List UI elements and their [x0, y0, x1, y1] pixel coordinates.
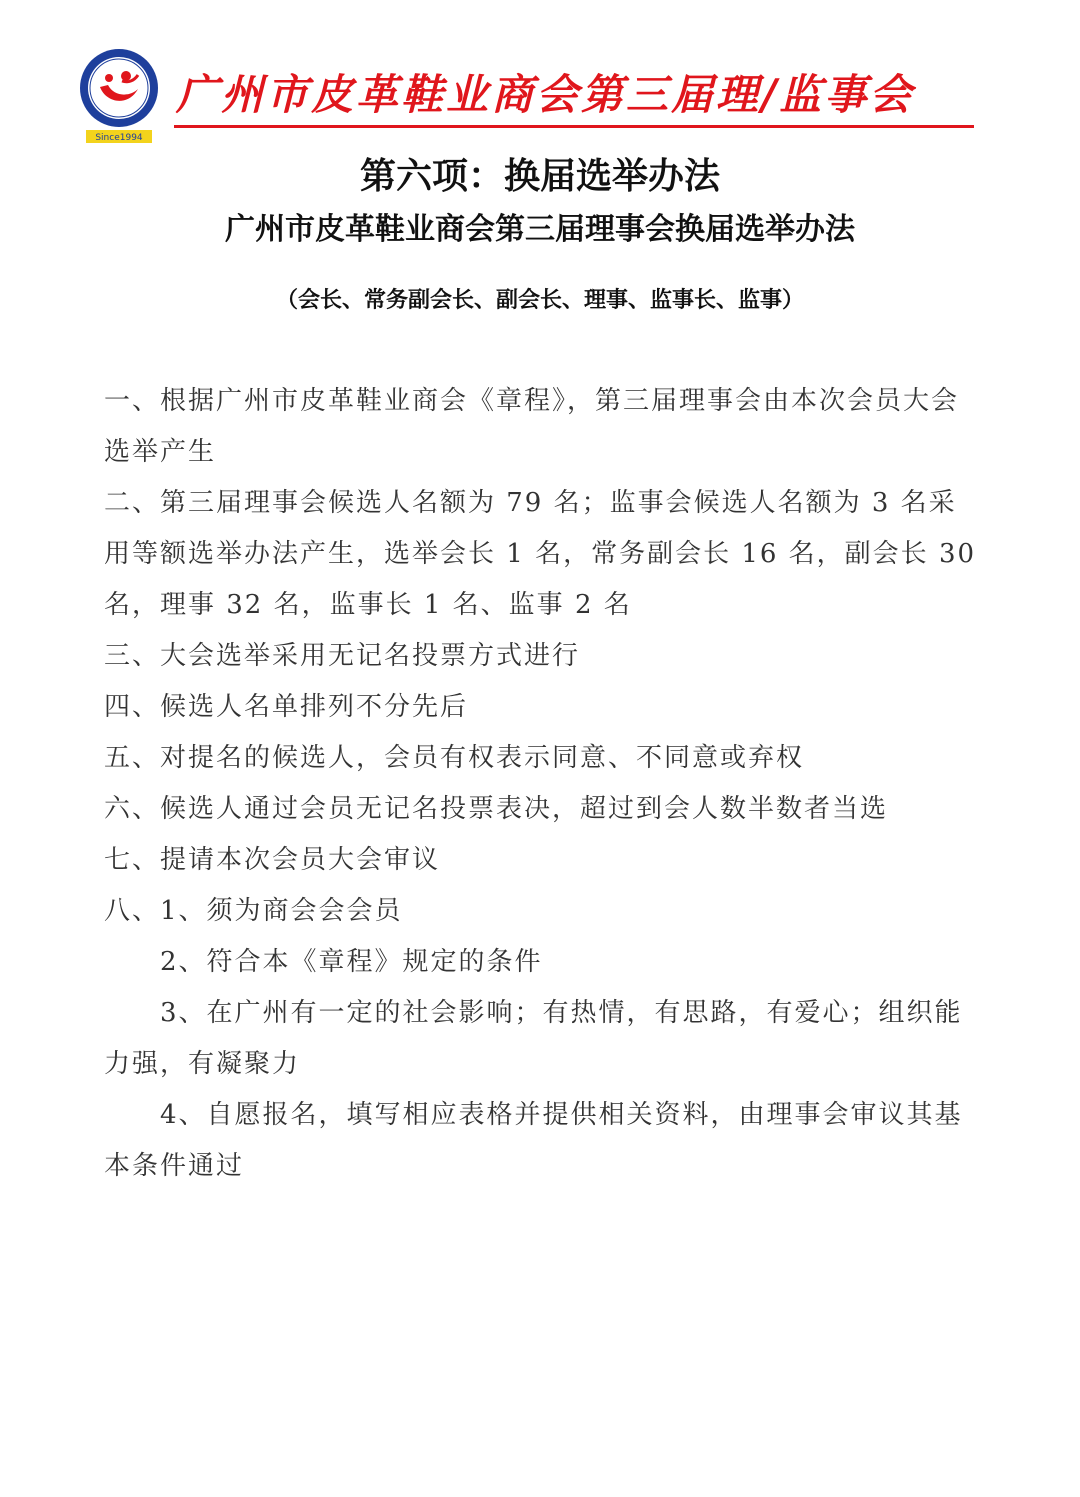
rule-item-8-4: 4、自愿报名，填写相应表格并提供相关资料，由理事会审议其基本条件通过 — [104, 1100, 963, 1181]
logo-since-label: Since1994 — [95, 133, 143, 143]
rule-item-4: 四、候选人名单排列不分先后 — [104, 692, 469, 722]
rule-item-6: 六、候选人通过会员无记名投票表决，超过到会人数半数者当选 — [104, 794, 889, 824]
section-title: 第六项：换届选举办法 — [359, 155, 720, 197]
rule-item-2: 二、第三届理事会候选人名额为 79 名；监事会候选人名额为 3 名采用等额选举办法产生，选举会长 1 名，常务副会长 16 名，副会长 30 名，理事 32 名，监事长 1 名、监事 2 名 — [104, 488, 977, 620]
rule-item-5: 五、对提名的候选人，会员有权表示同意、不同意或弃权 — [104, 743, 805, 773]
header-underline — [174, 125, 974, 128]
rule-item-3: 三、大会选举采用无记名投票方式进行 — [104, 641, 581, 671]
rule-item-7: 七、提请本次会员大会审议 — [104, 845, 441, 875]
header-title: 广州市皮革鞋业商会第三届理/监事会 — [176, 70, 915, 119]
rule-item-8-2: 2、符合本《章程》规定的条件 — [160, 947, 543, 977]
document-header — [78, 45, 998, 145]
association-logo — [78, 45, 160, 145]
document-subtitle: 广州市皮革鞋业商会第三届理事会换届选举办法 — [225, 212, 855, 247]
roles-list: （会长、常务副会长、副会长、理事、监事长、监事） — [275, 288, 804, 313]
rule-item-1: 一、根据广州市皮革鞋业商会《章程》，第三届理事会由本次会员大会选举产生 — [104, 386, 960, 467]
election-rules — [104, 376, 980, 1192]
rule-item-8-1: 八、1、须为商会会会员 — [104, 896, 403, 926]
rule-item-8-3: 3、在广州有一定的社会影响；有热情，有思路，有爱心；组织能力强，有凝聚力 — [104, 998, 963, 1079]
